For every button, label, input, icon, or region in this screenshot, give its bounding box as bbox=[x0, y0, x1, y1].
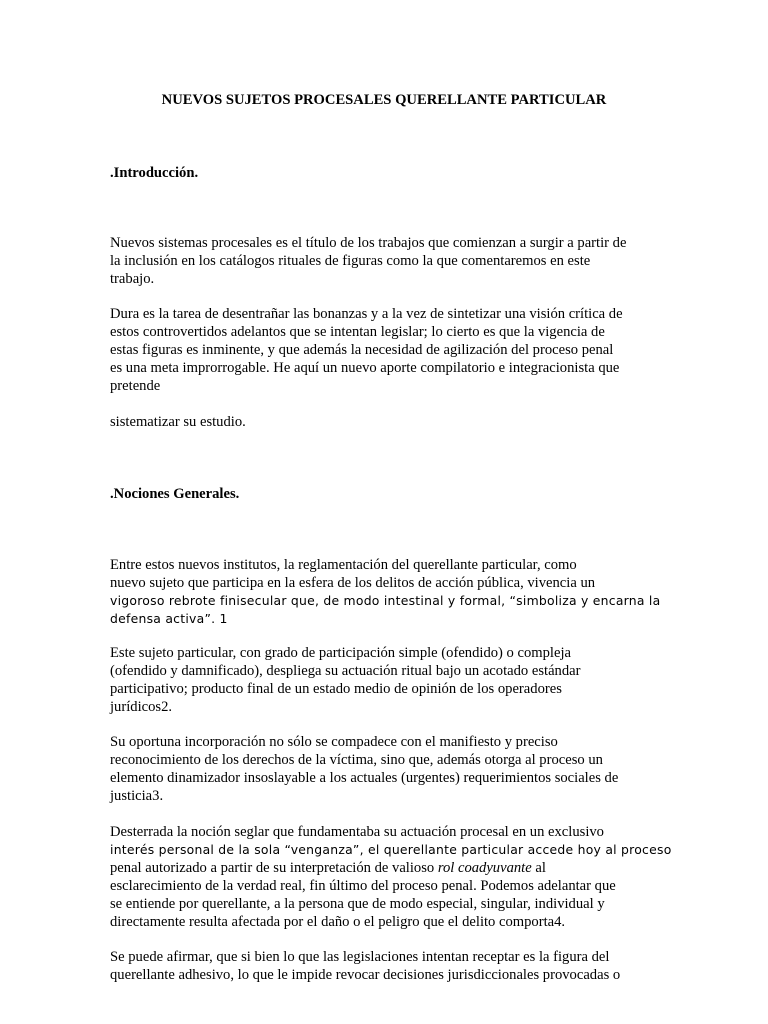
paragraph-line: estos controvertidos adelantos que se intentan legislar; lo cierto es que la vigencia de bbox=[110, 324, 605, 340]
paragraph-1 bbox=[110, 234, 670, 288]
paragraph-line: Desterrada la noción seglar que fundamentaba su actuación procesal en un exclusivo bbox=[110, 824, 604, 840]
paragraph-line: (ofendido y damnificado), despliega su actuación ritual bajo un acotado estándar bbox=[110, 663, 581, 679]
paragraph-line: participativo; producto final de un estado medio de opinión de los operadores bbox=[110, 681, 562, 697]
line-text: penal autorizado a partir de su interpretación de valioso bbox=[110, 860, 438, 876]
paragraph-line: sistematizar su estudio. bbox=[110, 414, 246, 430]
paragraph-line: directamente resulta afectada por el daño o el peligro que el delito comporta4. bbox=[110, 914, 566, 930]
paragraph-line: se entiende por querellante, a la persona que de modo especial, singular, individual y bbox=[110, 896, 605, 912]
paragraph-6 bbox=[110, 733, 670, 805]
paragraph-line: Este sujeto particular, con grado de participación simple (ofendido) o compleja bbox=[110, 645, 571, 661]
paragraph-line: elemento dinamizador insoslayable a los actuales (urgentes) requerimientos sociales de bbox=[110, 770, 619, 786]
paragraph-line: estas figuras es inminente, y que además la necesidad de agilización del proceso penal bbox=[110, 342, 614, 358]
paragraph-line: Dura es la tarea de desentrañar las bonanzas y a la vez de sintetizar una visión crítica de bbox=[110, 306, 623, 322]
line-text-after-italic: al bbox=[531, 860, 546, 876]
paragraph-5 bbox=[110, 644, 670, 716]
paragraph-line: Se puede afirmar, que si bien lo que las legislaciones intentan receptar es la figura del bbox=[110, 949, 610, 965]
paragraph-line: Entre estos nuevos institutos, la reglamentación del querellante particular, como bbox=[110, 557, 577, 573]
paragraph-line: la inclusión en los catálogos rituales de figuras como la que comentaremos en este bbox=[110, 253, 591, 269]
paragraph-line: defensa activa”. 1 bbox=[110, 611, 228, 626]
document-title: NUEVOS SUJETOS PROCESALES QUERELLANTE PARTICULAR bbox=[161, 92, 607, 108]
paragraph-line-with-italic bbox=[110, 859, 670, 877]
paragraph-line: reconocimiento de los derechos de la víctima, sino que, además otorga al proceso un bbox=[110, 752, 603, 768]
paragraph-8 bbox=[110, 948, 670, 984]
paragraph-line: pretende bbox=[110, 378, 161, 394]
paragraph-line: justicia3. bbox=[110, 788, 164, 804]
paragraph-line: nuevo sujeto que participa en la esfera de los delitos de acción pública, vivencia un bbox=[110, 575, 596, 591]
paragraph-line: querellante adhesivo, lo que le impide revocar decisiones jurisdiccionales provocadas o bbox=[110, 967, 621, 983]
paragraph-line: vigoroso rebrote finisecular que, de modo intestinal y formal, “simboliza y encarna la bbox=[110, 593, 661, 608]
paragraph-line: es una meta improrrogable. He aquí un nuevo aporte compilatorio e integracionista que bbox=[110, 360, 620, 376]
paragraph-line: interés personal de la sola “venganza”, el querellante particular accede hoy al proceso bbox=[110, 842, 672, 857]
paragraph-line: trabajo. bbox=[110, 271, 155, 287]
paragraph-line: jurídicos2. bbox=[110, 699, 173, 715]
paragraph-line: Su oportuna incorporación no sólo se compadece con el manifiesto y preciso bbox=[110, 734, 558, 750]
paragraph-2 bbox=[110, 305, 670, 395]
paragraph-7 bbox=[110, 823, 670, 931]
paragraph-4 bbox=[110, 556, 670, 628]
section-heading-nociones: .Nociones Generales. bbox=[110, 486, 240, 502]
italic-phrase: rol coadyuvante bbox=[437, 860, 532, 876]
paragraph-line: esclarecimiento de la verdad real, fin último del proceso penal. Podemos adelantar que bbox=[110, 878, 616, 894]
paragraph-line: Nuevos sistemas procesales es el título de los trabajos que comienzan a surgir a partir de bbox=[110, 235, 627, 251]
section-heading-introduccion: .Introducción. bbox=[110, 165, 199, 181]
paragraph-3 bbox=[110, 413, 670, 431]
